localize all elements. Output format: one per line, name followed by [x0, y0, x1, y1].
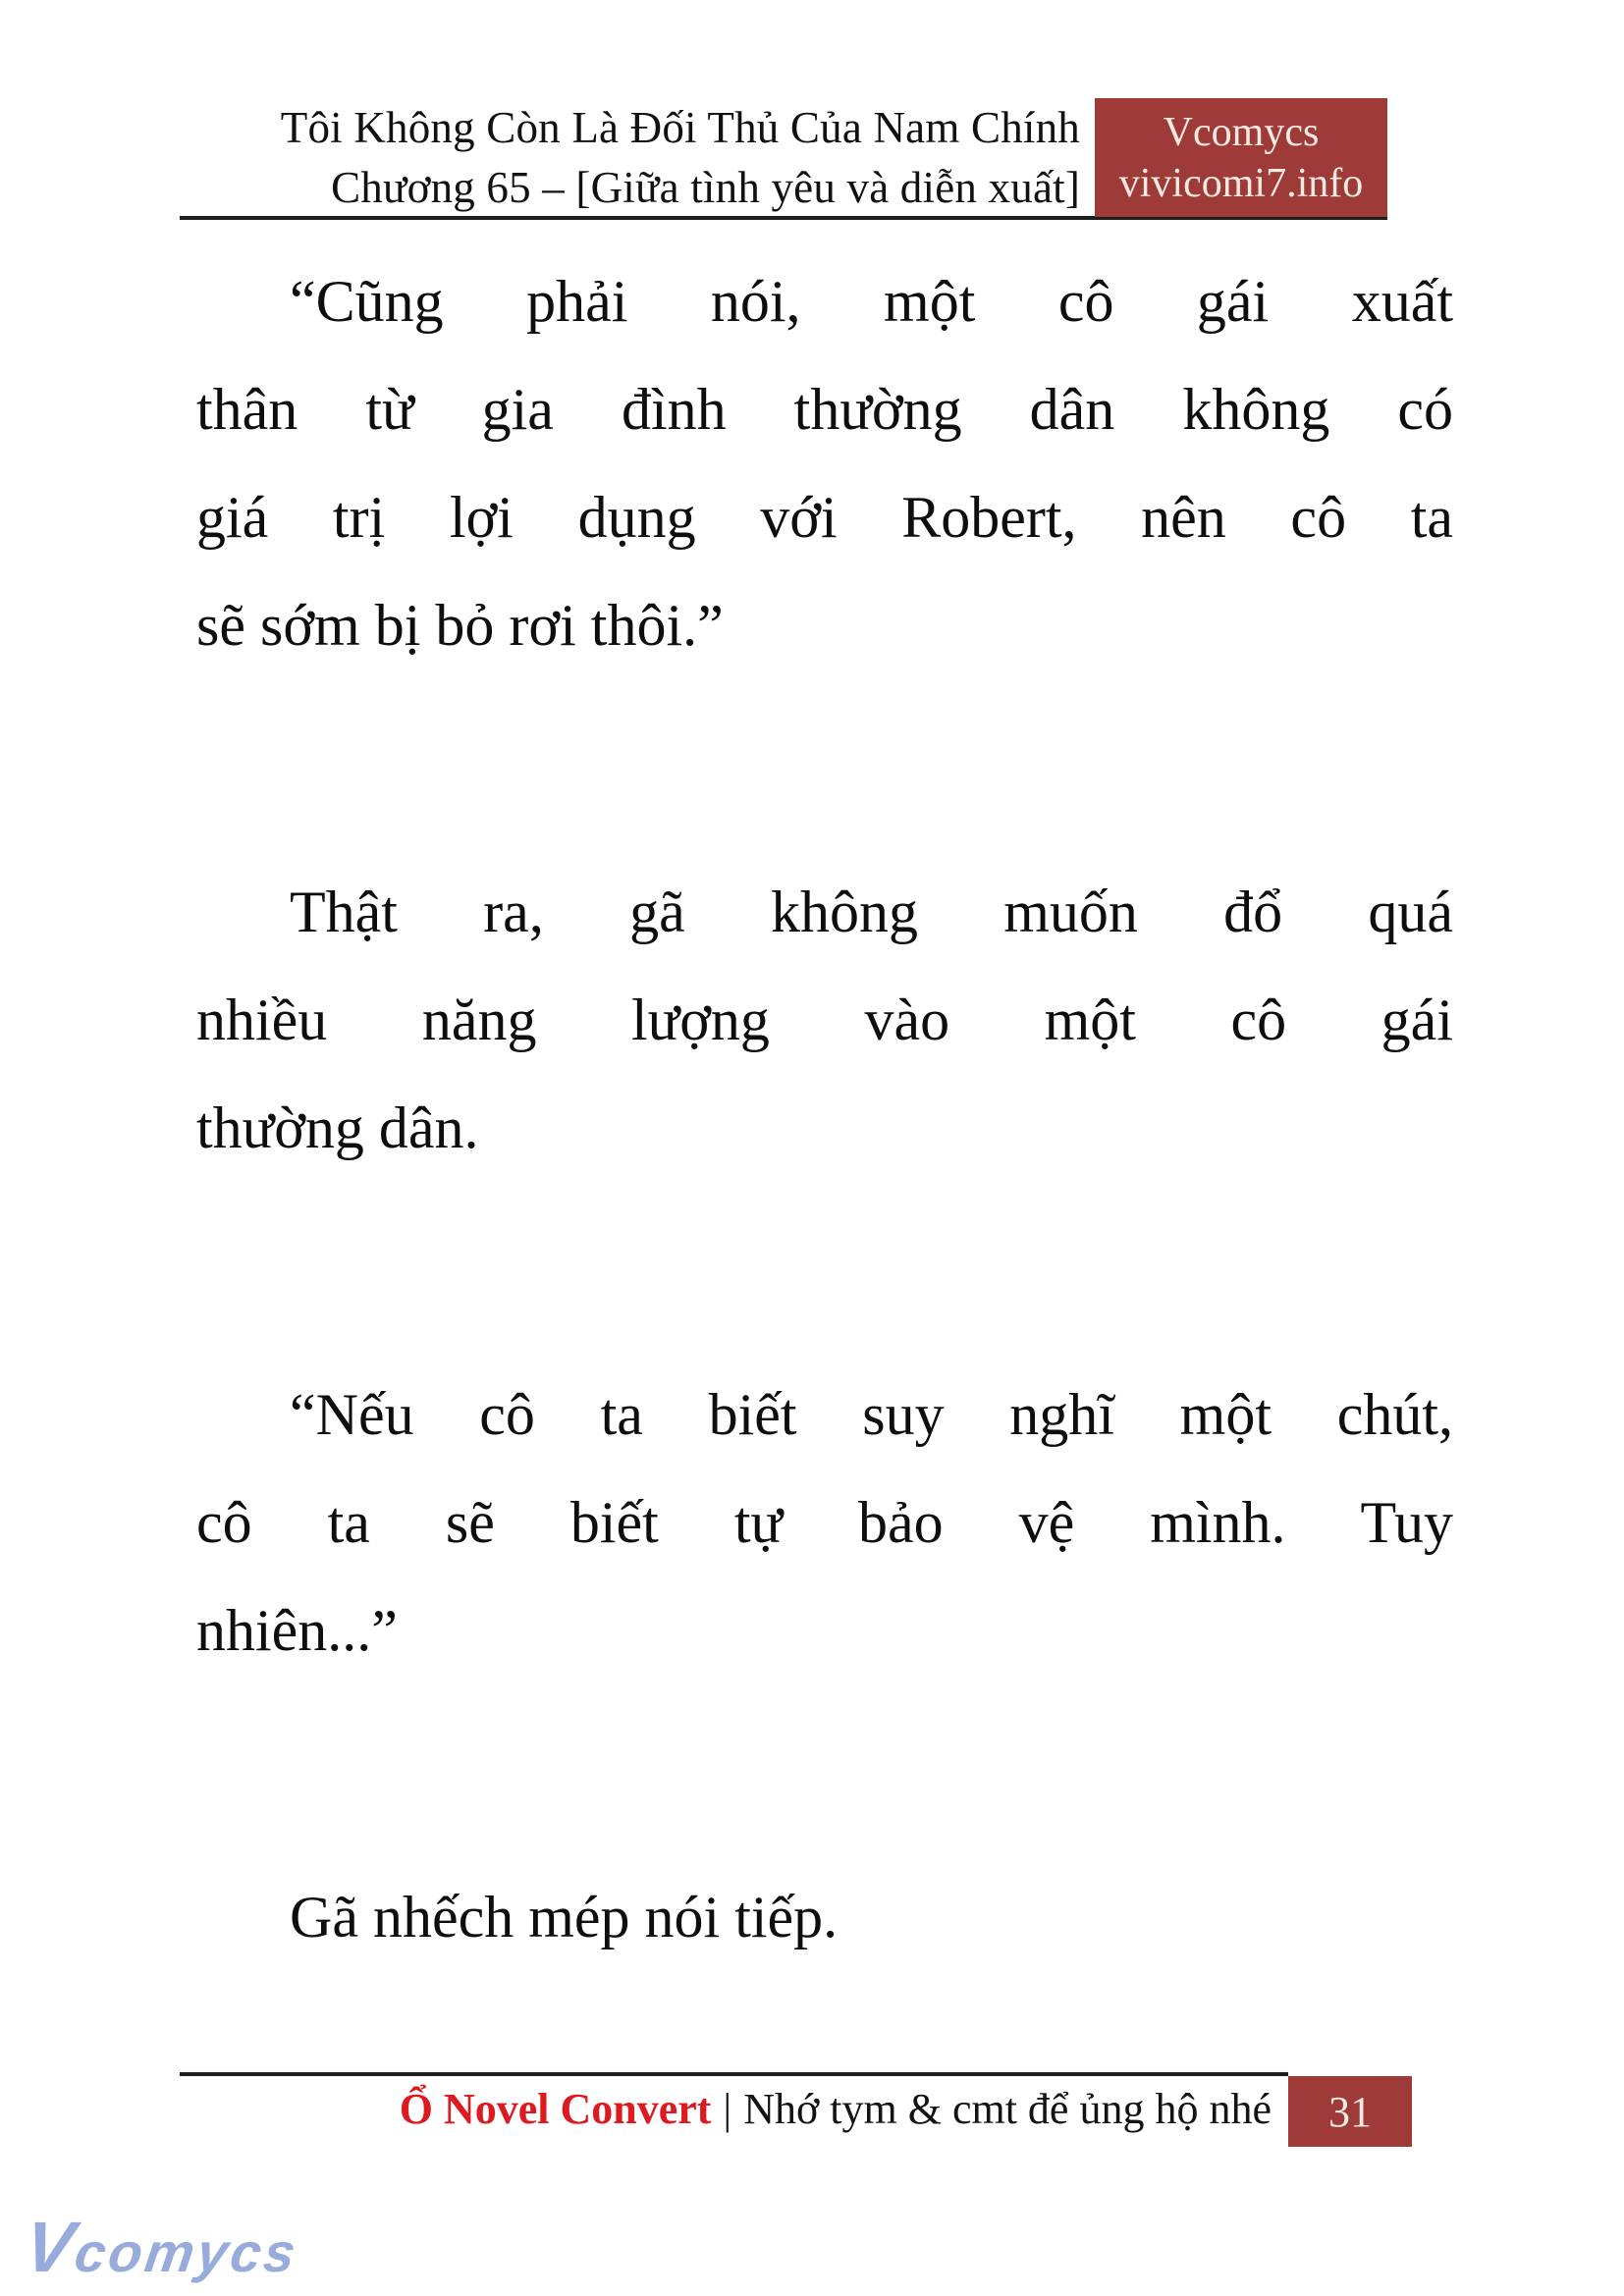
text-line: “Cũng phải nói, một cô gái xuất [290, 269, 1453, 334]
text-line: thường dân. [196, 1095, 479, 1160]
text-line: giá trị lợi dụng với Robert, nên cô ta [196, 485, 1453, 550]
text-line: Thật ra, gã không muốn đổ quá [290, 880, 1453, 944]
paragraph [196, 858, 1453, 1182]
text-line: “Nếu cô ta biết suy nghĩ một chút, [290, 1382, 1453, 1447]
vcomycs-logo-text: Vcomycs [20, 2208, 302, 2287]
paragraph [196, 1361, 1453, 1684]
text-line: nhiên...” [196, 1598, 398, 1663]
header-titles [180, 98, 1080, 218]
footer-brand: Ổ Novel Convert [399, 2085, 712, 2133]
vcomycs-logo [20, 2207, 304, 2288]
page-number-badge [1288, 2076, 1412, 2147]
footer-divider [180, 2072, 1288, 2076]
site-badge [1095, 98, 1387, 217]
text-line: sẽ sớm bị bỏ rơi thôi.” [196, 593, 724, 658]
paragraph [196, 1863, 1453, 1971]
text-line: thân từ gia đình thường dân không có [196, 377, 1453, 442]
chapter-title: Chương 65 – [Giữa tình yêu và diễn xuất] [331, 163, 1080, 212]
text-line: Gã nhếch mép nói tiếp. [290, 1885, 839, 1949]
paragraph [196, 247, 1453, 679]
novel-title: Tôi Không Còn Là Đối Thủ Của Nam Chính [280, 103, 1080, 152]
site-url: vivicomi7.info [1118, 160, 1364, 206]
footer-message: Nhớ tym & cmt để ủng hộ nhé [743, 2085, 1272, 2133]
text-line: nhiều năng lượng vào một cô gái [196, 988, 1453, 1052]
page-content [196, 247, 1453, 1971]
site-name: Vcomycs [1163, 109, 1320, 155]
page-number: 31 [1328, 2087, 1372, 2136]
footer-text [180, 2079, 1272, 2140]
footer-separator: | [723, 2085, 732, 2133]
text-line: cô ta sẽ biết tự bảo vệ mình. Tuy [196, 1490, 1453, 1555]
